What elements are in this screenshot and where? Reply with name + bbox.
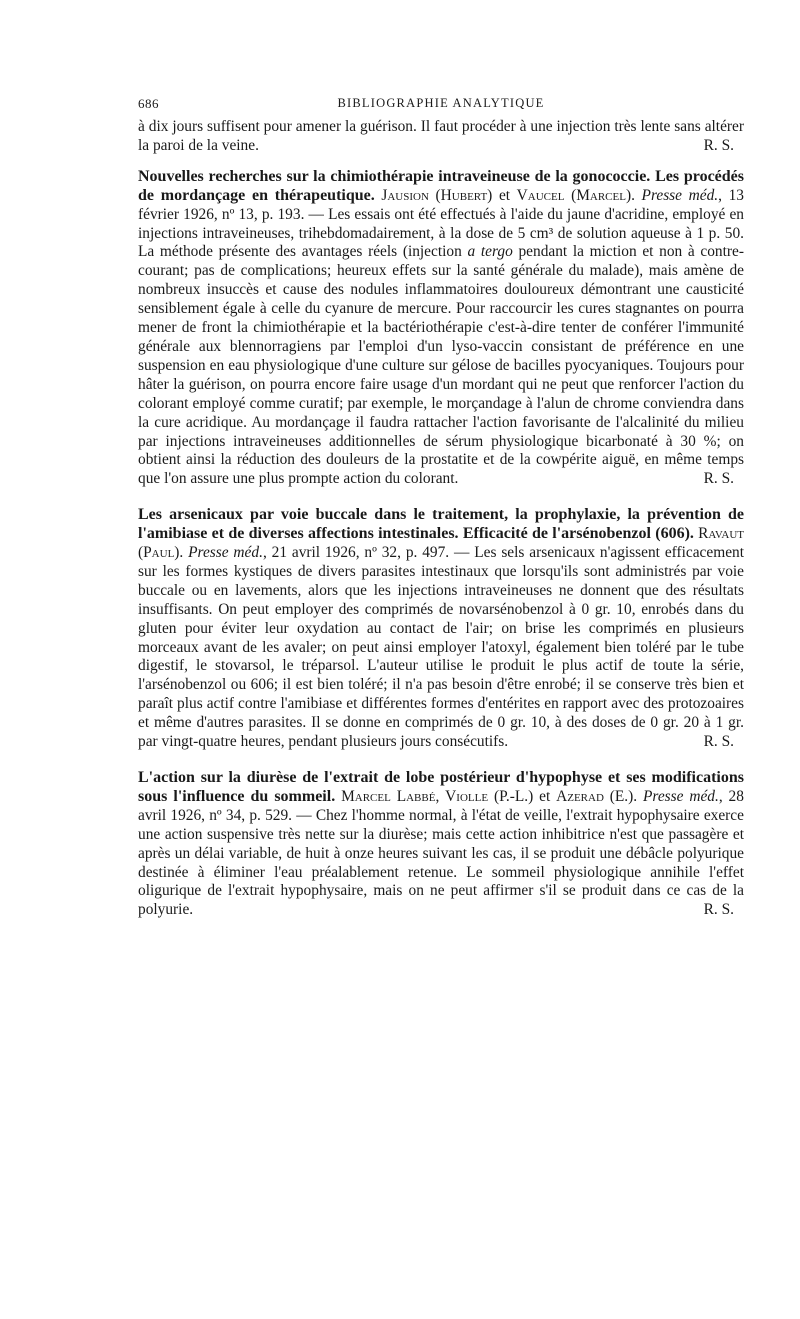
journal-name: Presse méd. (643, 787, 719, 805)
article-title: Les arsenicaux par voie buccale dans le traitement, la prophylaxie, la prévention de l'amibiase et de diverses affections intestinales. Efficacité de l'arsénobenzol (606). (138, 506, 744, 543)
author-firstname: (P.-L.) (493, 787, 534, 805)
author-firstname: (Marcel). (571, 186, 635, 204)
continuation-text: à dix jours suffisent pour amener la guérison. Il faut procéder à une injection très lente sans altérer la paroi de la veine. (138, 118, 744, 154)
author-name: Azerad (556, 787, 604, 805)
author-name: Violle (445, 787, 489, 805)
author-name: Jausion (381, 186, 429, 204)
signature: R. S. (703, 470, 734, 488)
article-body: Les sels arsenicaux n'agissent efficacement sur les formes kystiques de divers parasites intestinaux que lorsqu'ils sont administrés par voie buccale ou en lavements, alors que les injections intraveineuses ne donnent que des résultats insuffisants. On peut employer des comprimés de novarsénobenzol à 0 gr. 10, enrobés dans du gluten pour éviter leur oxydation au contact de l'air; on brise les comprimés en plusieurs morceaux avant de les avaler; on peut ainsi employer l'atoxyl, également bien toléré par le tube digestif, le stovarsol, le tréparsol. L'auteur utilise le produit le plus actif de toute la série, l'arsénobenzol ou 606; il est bien toléré; il n'a pas besoin d'être enrobé; il se conserve très bien et paraît plus actif contre l'amibiase et différentes formes d'entérites en rapport avec des protozoaires et même d'autres parasites. Il se donne en comprimés de 0 gr. 10, à des doses de 0 gr. 20 à 1 gr. par vingt-quatre heures, pendant plusieurs jours consécutifs. (138, 544, 744, 751)
article-body: Chez l'homme normal, à l'état de veille, l'extrait hypophysaire exerce une action suspensive très nette sur la diurèse; mais cette action inhibitrice n'est que passagère et après un délai variable, de huit à onze heures suivant les cas, il se produit une débâcle polyurique destinée à éliminer l'eau préalablement retenue. Le sommeil physiologique annihile l'effet oligurique de l'extrait hypophysaire, mais on ne peut affirmer s'il se produit dans ce cas de la polyurie. (138, 806, 744, 919)
author-name: Ravaut (698, 525, 744, 543)
author-name: Marcel Labbé (341, 787, 436, 805)
article-body: Les essais ont été effectués à l'aide du jaune d'acridine, employé en injections intraveineuses, trihebdomadairement, à la dose de 5 cm³ de solution aqueuse à 1 p. 50. La méthode présente des avantages réels (injection (138, 205, 744, 261)
article-arsenicaux (138, 506, 744, 752)
journal-name: Presse méd. (188, 544, 263, 562)
article-title: L'action sur la diurèse de l'extrait de lobe postérieur d'hypophyse et ses modifications sous l'influence du sommeil. (138, 769, 744, 805)
page-number: 686 (138, 96, 159, 111)
author-separator: , (435, 787, 440, 805)
running-title: BIBLIOGRAPHIE ANALYTIQUE (337, 96, 545, 110)
citation: , 21 avril 1926, nº 32, p. 497. — (262, 544, 470, 562)
author-firstname: (Hubert) (435, 186, 493, 204)
signature: R. S. (703, 733, 734, 751)
journal-name: Presse méd. (641, 186, 719, 204)
signature: R. S. (703, 901, 734, 919)
article-title: Nouvelles recherches sur la chimiothérapie intraveineuse de la gonococcie. Les procédés de mordançage en thérapeutique. (138, 167, 744, 204)
article-body: pendant la miction et non à contre-courant; pas de complications; heureux effets sur la santé générale du malade), mais amène de nombreux insuccès et cause des nodules inflammatoires douloureux démontrant une causticité sensiblement égale à celle du cyanure de mercure. Pour raccourcir les cures stagnantes on pourra mener de front la chimiothérapie et la bactériothérapie c'est-à-dire tenter de conférer l'immunité générale aux blennorragiens par l'emploi d'un lyso-vaccin consistant de préférence en une suspension en eau physiologique d'une culture sur gélose de bacilles pyocyaniques. Toujours pour hâter la guérison, on pourra encore faire usage d'un mordant qui ne peut que renforcer l'action du colorant employé comme curatif; par exemple, le morçandage à l'alun de chrome conviendra dans la cure acridique. Au mordançage il faudra rattacher l'action favorisante de l'alcalinité du milieu par injections intraveineuses additionnelles de sérum physiologique bicarbonaté à 30 %; on obtient ainsi la réduction des douleurs de la prostatite et de la cowpérite aiguë, en même temps que l'on assure une plus prompte action du colorant. (138, 243, 744, 488)
continuation-paragraph (138, 118, 744, 156)
author-firstname: (Paul). (138, 544, 184, 562)
article-gonococcie (138, 168, 744, 489)
running-header (138, 96, 744, 118)
citation: , 13 février 1926, nº 13, p. 193. — (138, 186, 744, 223)
author-conjunction: et (539, 787, 551, 805)
article-hypophyse (138, 769, 744, 920)
author-conjunction: et (498, 186, 511, 204)
author-firstname: (E.). (609, 787, 638, 805)
page (138, 96, 744, 920)
latin-phrase: a tergo (467, 243, 513, 261)
signature: R. S. (703, 136, 734, 154)
author-name: Vaucel (516, 186, 565, 204)
citation: , 28 avril 1926, nº 34, p. 529. — (138, 787, 744, 824)
